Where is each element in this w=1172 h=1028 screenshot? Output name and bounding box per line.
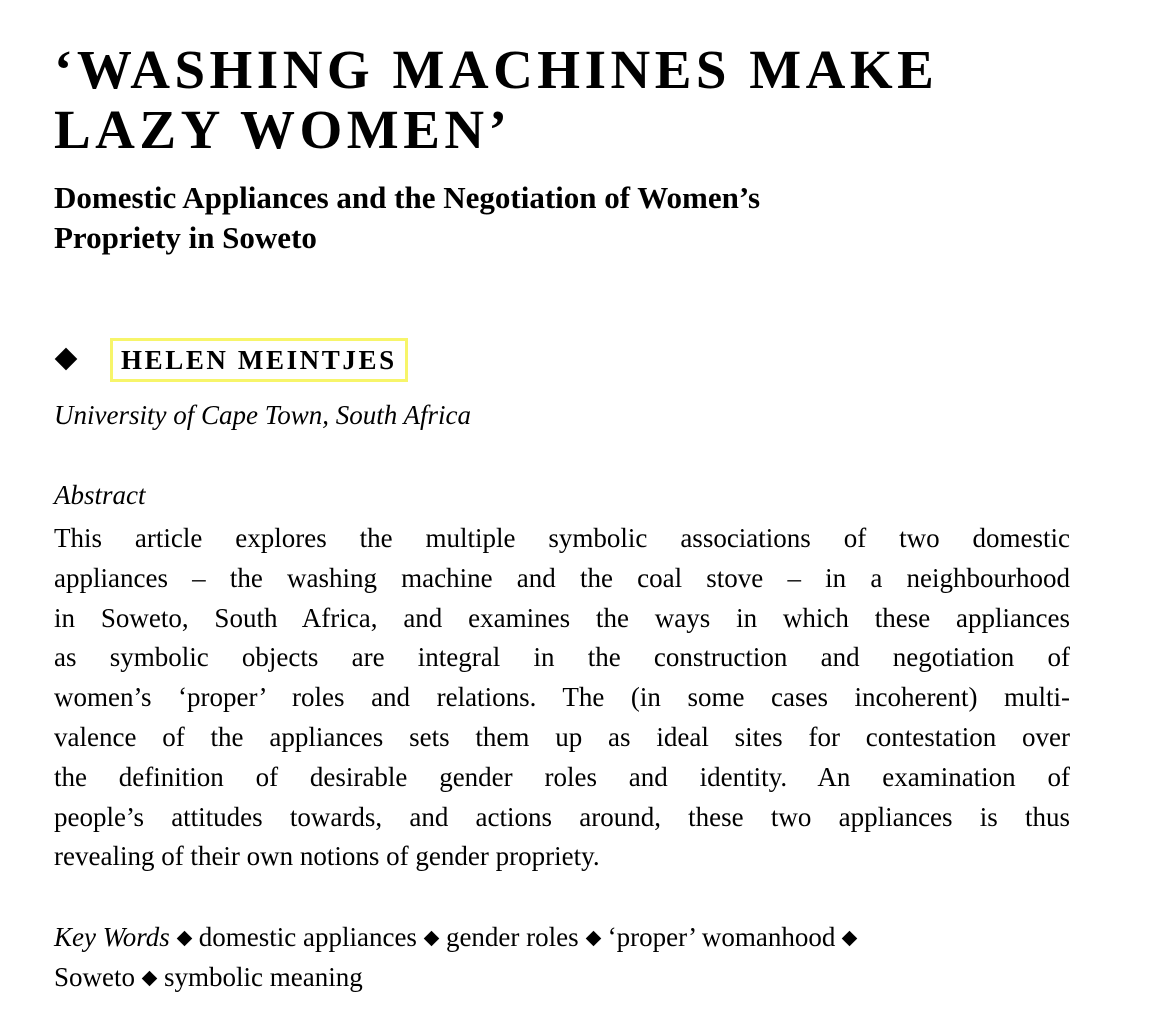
abstract-line: revealing of their own notions of gender propriety. bbox=[54, 841, 600, 872]
subtitle-line-1: Domestic Appliances and the Negotiation of Women’s bbox=[54, 180, 761, 215]
abstract-line: the definition of desirable gender roles and identity. An examination of bbox=[54, 761, 1070, 792]
abstract-line: women’s ‘proper’ roles and relations. The (in some cases incoherent) multi- bbox=[54, 682, 1070, 713]
keyword: domestic appliances bbox=[198, 922, 417, 952]
keywords-block bbox=[54, 917, 1070, 997]
diamond-separator-icon bbox=[842, 931, 858, 947]
title-line-2: LAZY WOMEN’ bbox=[54, 99, 512, 160]
author-affiliation: University of Cape Town, South Africa bbox=[54, 400, 472, 430]
abstract-line: valence of the appliances sets them up as ideal sites for contestation over bbox=[54, 721, 1070, 752]
subtitle-line-2: Propriety in Soweto bbox=[54, 220, 317, 255]
title-line-1: ‘WASHING MACHINES MAKE bbox=[54, 39, 939, 100]
abstract-line: people’s attitudes towards, and actions around, these two appliances is thus bbox=[54, 801, 1070, 832]
abstract-heading: Abstract bbox=[54, 480, 146, 510]
keyword: Soweto bbox=[54, 962, 135, 992]
article-subtitle bbox=[54, 178, 760, 258]
diamond-separator-icon bbox=[176, 931, 192, 947]
author-row bbox=[54, 338, 397, 380]
abstract-line: This article explores the multiple symbolic associations of two domestic bbox=[54, 523, 1070, 553]
abstract-line: in Soweto, South Africa, and examines the ways in which these appliances bbox=[54, 602, 1070, 633]
abstract-line: as symbolic objects are integral in the construction and negotiation of bbox=[54, 642, 1070, 673]
keyword: ‘proper’ womanhood bbox=[607, 922, 836, 952]
diamond-separator-icon bbox=[142, 971, 158, 987]
diamond-bullet-icon bbox=[55, 348, 78, 371]
author-highlight-box[interactable] bbox=[110, 338, 408, 382]
diamond-separator-icon bbox=[424, 931, 440, 947]
keywords-label: Key Words bbox=[54, 922, 170, 952]
keyword: gender roles bbox=[445, 922, 579, 952]
keyword: symbolic meaning bbox=[164, 962, 363, 992]
diamond-separator-icon bbox=[585, 931, 601, 947]
abstract-text bbox=[54, 519, 1070, 877]
abstract-line: appliances – the washing machine and the coal stove – in a neighbourhood bbox=[54, 562, 1070, 593]
author-name: HELEN MEINTJES bbox=[121, 344, 397, 375]
article-title bbox=[54, 40, 938, 160]
